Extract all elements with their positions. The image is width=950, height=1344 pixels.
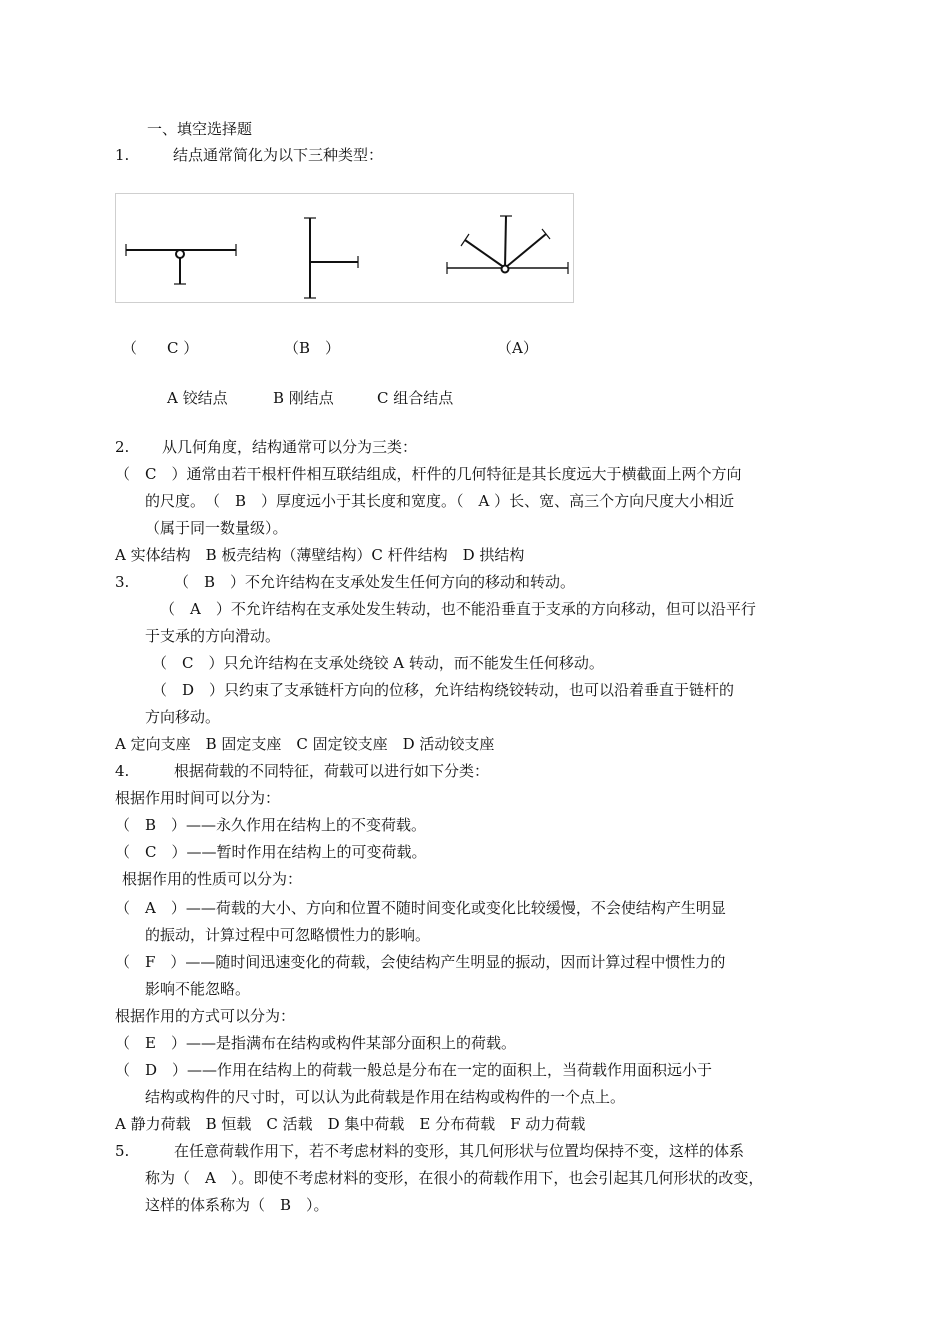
q4-line-6: 的振动，计算过程中可忽略惯性力的影响。 bbox=[145, 926, 431, 944]
q5-line-2: 称为（ A ）。即使不考虑材料的变形，在很小的荷载作用下，也会引起其几何形状的改变， bbox=[145, 1169, 764, 1187]
q1-option-c: C 组合结点 bbox=[377, 389, 454, 407]
q4-line-10: （ E ）——是指满布在结构或构件某部分面积上的荷载。 bbox=[115, 1034, 516, 1052]
q2-number: 2. bbox=[115, 438, 130, 456]
q5-line-1: 在任意荷载作用下，若不考虑材料的变形，其几何形状与位置均保持不变，这样的体系 bbox=[174, 1142, 745, 1160]
q4-line-5: （ A ）——荷载的大小、方向和位置不随时间变化或变化比较缓慢，不会使结构产生明显 bbox=[115, 899, 726, 917]
q2-line-2: 的尺度。 （ B ）厚度远小于其长度和宽度。（ A ）长、宽、高三个方向尺度大小相近 bbox=[145, 492, 735, 510]
q4-options: A 静力荷载 B 恒载 C 活载 D 集中荷载 E 分布荷载 F 动力荷载 bbox=[115, 1115, 586, 1133]
q2-text: 从几何角度，结构通常可以分为三类： bbox=[162, 438, 418, 456]
q4-line-12: 结构或构件的尺寸时，可以认为此荷载是作用在结构或构件的一个点上。 bbox=[145, 1088, 626, 1106]
q1-number: 1. bbox=[115, 146, 130, 164]
rigid-joint-diagram bbox=[304, 218, 358, 298]
q4-line-9: 根据作用的方式可以分为： bbox=[115, 1007, 296, 1025]
hinge-joint-diagram bbox=[447, 216, 568, 274]
q2-options: A 实体结构 B 板壳结构（薄壁结构）C 杆件结构 D 拱结构 bbox=[115, 546, 525, 564]
joint-diagrams bbox=[116, 194, 575, 304]
q5-number: 5. bbox=[115, 1142, 130, 1160]
q3-line-2: 于支承的方向滑动。 bbox=[145, 627, 281, 645]
q1-answer-1: （ C ） bbox=[122, 339, 199, 357]
combination-joint-diagram bbox=[126, 244, 236, 284]
q1-text: 结点通常简化为以下三种类型： bbox=[173, 146, 384, 164]
q2-line-3: （属于同一数量级）。 bbox=[145, 519, 288, 537]
q4-line-3: （ C ）——暂时作用在结构上的可变荷载。 bbox=[115, 843, 427, 861]
q4-line-4: 根据作用的性质可以分为： bbox=[122, 870, 303, 888]
q2-line-1: （ C ）通常由若干根杆件相互联结组成，杆件的几何特征是其长度远大于横截面上两个方向 bbox=[115, 465, 742, 483]
q4-text: 根据荷载的不同特征，荷载可以进行如下分类： bbox=[174, 762, 490, 780]
q1-option-a: A 铰结点 bbox=[167, 389, 228, 407]
q3-line-3: （ C ）只允许结构在支承处绕铰 A 转动，而不能发生任何移动。 bbox=[152, 654, 604, 672]
q4-line-7: （ F ）——随时间迅速变化的荷载，会使结构产生明显的振动，因而计算过程中惯性力的 bbox=[115, 953, 726, 971]
q4-line-2: （ B ）——永久作用在结构上的不变荷载。 bbox=[115, 816, 427, 834]
q3-first-line: （ B ）不允许结构在支承处发生任何方向的移动和转动。 bbox=[174, 573, 576, 591]
section-title: 一、填空选择题 bbox=[147, 120, 253, 138]
q1-answer-2: （B ） bbox=[284, 339, 341, 357]
joint-types-figure bbox=[115, 193, 574, 303]
q3-number: 3. bbox=[115, 573, 130, 591]
q3-line-1: （ A ）不允许结构在支承处发生转动，也不能沿垂直于支承的方向移动，但可以沿平行 bbox=[160, 600, 756, 618]
q4-line-8: 影响不能忽略。 bbox=[145, 980, 251, 998]
q1-answer-3: （A） bbox=[497, 339, 538, 357]
q1-option-b: B 刚结点 bbox=[273, 389, 334, 407]
q3-line-4: （ D ）只约束了支承链杆方向的位移，允许结构绕铰转动，也可以沿着垂直于链杆的 bbox=[152, 681, 735, 699]
q4-line-11: （ D ）——作用在结构上的荷载一般总是分布在一定的面积上，当荷载作用面积远小于 bbox=[115, 1061, 713, 1079]
q3-options: A 定向支座 B 固定支座 C 固定铰支座 D 活动铰支座 bbox=[115, 735, 495, 753]
q4-number: 4. bbox=[115, 762, 130, 780]
q3-line-5: 方向移动。 bbox=[145, 708, 221, 726]
q5-line-3: 这样的体系称为（ B ）。 bbox=[145, 1196, 329, 1214]
q4-line-1: 根据作用时间可以分为： bbox=[115, 789, 281, 807]
